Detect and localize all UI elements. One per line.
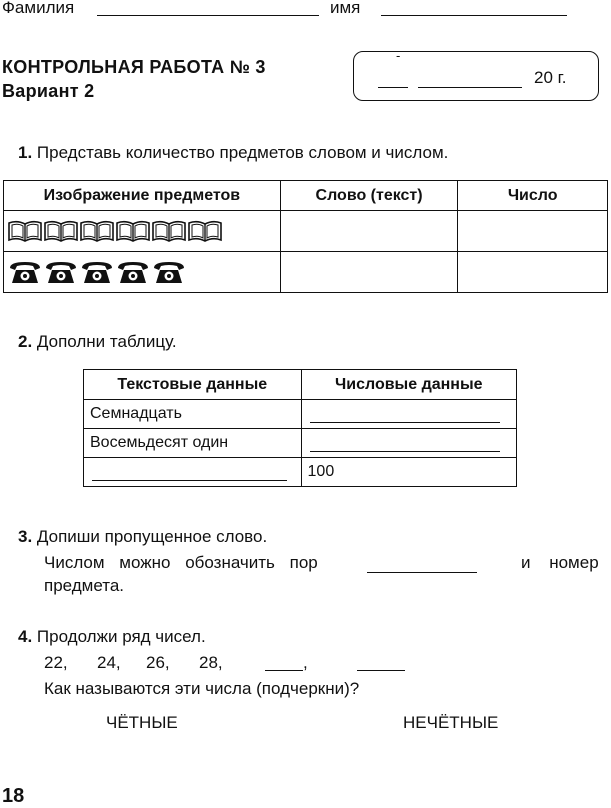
number-cell-phones[interactable] (458, 252, 608, 293)
telephone-icon (44, 259, 78, 285)
word-cell-phones[interactable] (280, 252, 458, 293)
name-line[interactable] (381, 15, 567, 16)
table-row (4, 252, 608, 293)
page-title: КОНТРОЛЬНАЯ РАБОТА № 3 (2, 57, 266, 77)
answer-line[interactable] (92, 480, 287, 481)
task2-table (83, 369, 517, 487)
surname-label: Фамилия (2, 0, 75, 17)
date-day-line[interactable] (378, 87, 408, 88)
task1-text: Представь количество предметов словом и числом. (36, 143, 449, 162)
table-row (84, 400, 517, 429)
book-icon (8, 219, 42, 243)
answer-line[interactable] (310, 451, 500, 452)
text-cell: Восемьдесят один (84, 429, 302, 458)
telephone-icon (80, 259, 114, 285)
telephone-icon (116, 259, 150, 285)
task3-text: Допиши пропущенное слово. (36, 527, 268, 546)
column-header-numeric-data: Числовые данные (301, 370, 516, 400)
answer-line[interactable] (310, 422, 500, 423)
date-month-line[interactable] (418, 87, 522, 88)
telephone-icon (8, 259, 42, 285)
task3-number: 3. (18, 527, 33, 546)
task2-number: 2. (18, 332, 33, 351)
task1-table (3, 180, 608, 293)
task4-number: 4. (18, 627, 33, 646)
column-header-number: Число (458, 181, 608, 211)
book-icon (152, 219, 186, 243)
sequence-blank-1[interactable] (265, 670, 303, 671)
table-row (4, 211, 608, 252)
task3-instruction (18, 527, 267, 547)
date-year: 20 г. (534, 68, 567, 87)
task4-question: Как называются эти числа (подчеркни)? (44, 679, 360, 698)
numeric-cell: 100 (301, 458, 516, 487)
sequence-item: 24, (97, 653, 121, 672)
option-odd[interactable]: НЕЧЁТНЫЕ (403, 713, 499, 732)
images-cell-phones (4, 252, 281, 293)
task3-sentence-cont: предмета. (44, 576, 125, 595)
task4-text: Продолжи ряд чисел. (36, 627, 206, 646)
sequence-comma: , (303, 653, 308, 672)
task4-instruction (18, 627, 206, 647)
numeric-cell-answer[interactable] (301, 429, 516, 458)
text-cell: Семнадцать (84, 400, 302, 429)
book-icon (116, 219, 150, 243)
task2-text: Дополни таблицу. (36, 332, 177, 351)
task1-number: 1. (18, 143, 33, 162)
sequence-item: 28, (199, 653, 223, 672)
page-number: 18 (2, 785, 25, 807)
task1-header-row (4, 181, 608, 211)
variant-label: Вариант 2 (2, 81, 95, 101)
column-header-text-data: Текстовые данные (84, 370, 302, 400)
sequence-item: 26, (146, 653, 170, 672)
text-cell-answer[interactable] (84, 458, 302, 487)
book-icon (188, 219, 222, 243)
task1-instruction (18, 143, 448, 163)
task3-answer-line[interactable] (367, 572, 477, 573)
task3-sentence-end: и номер (521, 553, 599, 572)
date-box (353, 48, 599, 101)
surname-line[interactable] (97, 15, 319, 16)
number-cell-books[interactable] (458, 211, 608, 252)
column-header-images: Изображение предметов (4, 181, 281, 211)
task2-header-row (84, 370, 517, 400)
task3-sentence-start: Числом можно обозначить пор (44, 553, 318, 572)
word-cell-books[interactable] (280, 211, 458, 252)
numeric-cell-answer[interactable] (301, 400, 516, 429)
book-icon (80, 219, 114, 243)
table-row (84, 458, 517, 487)
name-label: имя (330, 0, 361, 17)
books-group (4, 219, 280, 243)
date-dash: - (396, 48, 401, 63)
telephone-icon (152, 259, 186, 285)
sequence-item: 22, (44, 653, 68, 672)
book-icon (44, 219, 78, 243)
images-cell-books (4, 211, 281, 252)
option-even[interactable]: ЧЁТНЫЕ (106, 713, 178, 732)
column-header-word: Слово (текст) (280, 181, 458, 211)
task2-instruction (18, 332, 177, 352)
sequence-blank-2[interactable] (357, 670, 405, 671)
phones-group (4, 259, 280, 285)
table-row (84, 429, 517, 458)
